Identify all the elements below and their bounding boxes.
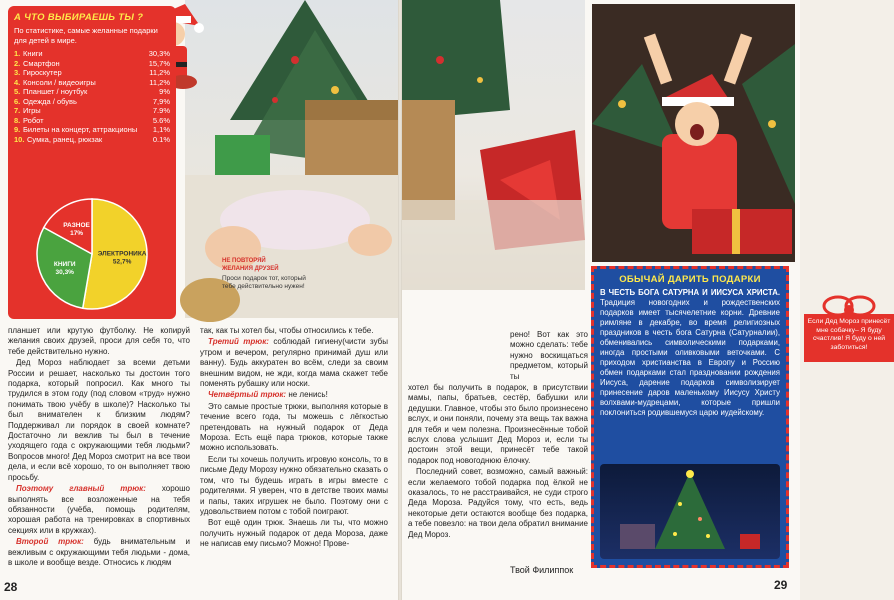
page-number-right: 29 bbox=[774, 578, 788, 592]
panel-body: Традиция новогодних и рождественских подарков имеет тысячелетние корни. Древние римляне в декабре, во время религиозных праздников в честь бога Сатурна (Сатурналии), обменивались символическими подарками, иногда простыми оливковыми веточками. С приходом христианства в Европу и Россию обмен подарками стал праздновании рождения Иисуса, дарение подарков символизирует принесение даров маленькому Иисусу Христу волхвами-мудрецами, которые пришли поклониться родившемуся царю иудейскому. bbox=[600, 298, 780, 417]
trick3-label: Третий трюк: bbox=[208, 337, 269, 347]
gift-note-text: Если Дед Мороз принесёт мне собачку– Я буду счастлив! Я буду о ней заботиться! bbox=[804, 314, 894, 362]
pie-label-0: ЭЛЕКТРОНИКА bbox=[97, 250, 147, 258]
stat-row bbox=[14, 68, 170, 78]
photo-happy-boy bbox=[592, 4, 795, 262]
col1-trick1 bbox=[8, 484, 190, 536]
trick1-label: Поэтому главный трюк: bbox=[16, 484, 146, 494]
trick4-text: не ленись! bbox=[288, 390, 328, 400]
right-page bbox=[400, 0, 891, 600]
stat-rank: 4. bbox=[14, 77, 21, 87]
stat-percent: 11,2% bbox=[149, 77, 170, 87]
column-1 bbox=[8, 326, 190, 569]
stats-title: А ЧТО ВЫБИРАЕШЬ ТЫ ? bbox=[14, 12, 144, 23]
col2-trick4 bbox=[200, 390, 388, 400]
pie-label-2: РАЗНОЕ bbox=[63, 221, 90, 229]
col1-p2: Дед Мороз наблюдает за всеми детьми России и решает, насколько ты достоин того подарка, который попросил. Как много ты трудился в этом году (под словом «труд» нужно понимать твою учёбу в школе)? Насколько ты был внимателен к близким людям? Поддерживал ли порядок в своей комнате? Достаточно ли вежлив ты был в течение уходящего года с окружающими тебя людьми? Вопросов много! Дед Мороз смотрит на все твои дела, и если всё хорошо, то он выполняет твою просьбу. bbox=[8, 358, 190, 482]
stat-rank: 9. bbox=[14, 125, 21, 134]
stat-percent: 0.1% bbox=[152, 134, 170, 144]
col3-top-text: рено! Вот как это можно сделать: тебе нужно воскищаться предметом, который ты bbox=[510, 330, 588, 381]
stat-percent: 30,3% bbox=[148, 49, 170, 58]
col1-trick2 bbox=[8, 537, 190, 568]
panel-image bbox=[600, 464, 780, 559]
stat-percent: 11,2% bbox=[149, 68, 170, 77]
col2-p3: Если ты хочешь получить игровую консоль, то в письме Деду Морозу нужно обязательно сказать о том, что ты будешь играть в игры вместе с родителями. Я уверен, что в детстве твоих мамы и папы, таких игрушек не было. Поэтому они с удовольствием потом с тобой поиграют. bbox=[200, 454, 388, 516]
pie-value-2: 17% bbox=[70, 229, 84, 237]
col2-trick3 bbox=[200, 337, 388, 389]
stat-label: Книги bbox=[23, 49, 43, 58]
gift-note bbox=[804, 288, 894, 370]
col2-p4: Вот ещё один трюк. Знаешь ли ты, что можно получить нужный подарок от деда Мороза, даже не написав ему письмо? Можно! Прове- bbox=[200, 518, 388, 549]
pie-label-1: КНИГИ bbox=[53, 261, 76, 269]
stat-percent: 15,7% bbox=[148, 58, 170, 68]
stat-label: Билеты на концерт, аттракционы bbox=[23, 125, 138, 134]
stat-row bbox=[14, 78, 170, 88]
stat-row bbox=[14, 97, 170, 107]
christmas-tree-image bbox=[600, 464, 780, 559]
stat-percent: 1,1% bbox=[152, 125, 170, 134]
col2-p2: Это самые простые трюки, выполняя которые в течение всего года, ты можешь с лёгкостью претендовать на нужный подарок от Деда Мороза. Есть ещё пара трюков, которые также можно использовать. bbox=[200, 401, 388, 453]
photo-gifts bbox=[400, 0, 585, 290]
book-spine bbox=[398, 0, 402, 600]
stat-percent: 7.9% bbox=[152, 106, 170, 115]
tear-note-heading-2: ЖЕЛАНИЯ ДРУЗЕЙ bbox=[222, 265, 279, 272]
trick2-label: Второй трюк: bbox=[16, 537, 84, 547]
stat-rank: 10. bbox=[14, 134, 25, 144]
stat-rank: 7. bbox=[14, 106, 21, 115]
stat-label: Робот bbox=[23, 115, 44, 125]
left-page bbox=[0, 0, 400, 600]
stat-percent: 9% bbox=[159, 87, 170, 96]
stat-row bbox=[14, 135, 170, 145]
stat-label: Гироскутер bbox=[23, 68, 62, 77]
stat-row bbox=[14, 59, 170, 69]
tear-note bbox=[222, 258, 310, 318]
stat-label: Планшет / ноутбук bbox=[23, 87, 88, 96]
stat-rank: 3. bbox=[14, 68, 21, 77]
stat-row bbox=[14, 87, 170, 97]
stat-row bbox=[14, 116, 170, 126]
col3-p1: хотел бы получить в подарок, в присутствии мамы, папы, братьев, сестёр, бабушки или дедушки. Главное, чтобы это было произнесено вслух, и они поняли, почему эта вещь так важна для тебя и чем полезна. Произнесённые тобой вслух слова услышит Дед Мороз и, если ты достоин этой вещи, принесёт тебе такой подарок под новогоднюю ёлочку. bbox=[408, 383, 588, 465]
tear-note-heading-1: НЕ ПОВТОРЯЙ bbox=[222, 258, 266, 264]
trick1-text: хорошо выполнять все возложенные на тебя обязанности (учёба, помощь родителям, хорошая работа на тренировках в спортивных секциях или в кружках). bbox=[8, 484, 190, 535]
stats-list bbox=[14, 49, 170, 144]
signature: Твой Филиппок bbox=[510, 565, 574, 575]
page-number-left: 28 bbox=[4, 580, 18, 594]
trick2-text: будь внимательным и вежливым с окружающими тебя людьми - дома, в школе и вообще везде. Относись к людям bbox=[8, 537, 190, 567]
stat-rank: 6. bbox=[14, 96, 21, 106]
stat-rank: 5. bbox=[14, 87, 21, 96]
trick4-label: Четвёртый трюк: bbox=[208, 390, 287, 400]
stat-rank: 2. bbox=[14, 58, 21, 68]
stat-percent: 5.6% bbox=[152, 115, 170, 125]
stat-row bbox=[14, 125, 170, 135]
stat-percent: 7,9% bbox=[152, 96, 170, 106]
stat-rank: 8. bbox=[14, 115, 21, 125]
column-3 bbox=[408, 383, 588, 541]
stat-label: Смартфон bbox=[23, 58, 60, 68]
pie-value-0: 52,7% bbox=[112, 258, 132, 266]
trick3-text: соблюдай гигиену(чисти зубы утром и вечером, регулярно принимай душ или ванну). Будь аккуратен во всём, следи за своим внешним видом, не жди, когда мама скажет тебе поменять рубашку или носки. bbox=[200, 337, 388, 389]
stat-label: Игры bbox=[23, 106, 41, 115]
col1-p1: планшет или крутую футболку. Не копируй желания своих друзей, проси для себя то, что тебе действительно нужно. bbox=[8, 326, 190, 356]
panel-title: ОБЫЧАЙ ДАРИТЬ ПОДАРКИ bbox=[619, 274, 761, 285]
stat-label: Сумка, ранец, рюкзак bbox=[27, 134, 103, 144]
pie-chart bbox=[28, 195, 156, 313]
custom-panel bbox=[591, 266, 789, 568]
stat-row bbox=[14, 49, 170, 59]
column-3-top bbox=[510, 330, 588, 383]
col3-p2: Последний совет, возможно, самый важный: если желаемого тобой подарка под ёлкой не оказалось, то не расстраивайся, не суди строго Деда Мороза. Радуйся тому, что есть, ведь некоторые дети остаются вообще без подарка, а тебе повезло: на твои дела обратил внимание Дед Мороз. bbox=[408, 467, 588, 539]
column-2 bbox=[200, 326, 388, 551]
col2-p1: так, как ты хотел бы, чтобы относились к тебе. bbox=[200, 326, 374, 335]
stat-label: Одежда / обувь bbox=[23, 96, 77, 106]
stat-row bbox=[14, 106, 170, 116]
panel-lead: В ЧЕСТЬ БОГА САТУРНА И ИИСУСА ХРИСТА. bbox=[600, 288, 780, 297]
stat-label: Консоли / видеоигры bbox=[23, 77, 96, 87]
stat-rank: 1. bbox=[14, 49, 21, 58]
tear-note-body: Проси подарок тот, который тебе действительно нужен! bbox=[222, 275, 306, 290]
stats-intro: По статистике, самые желанные подарки для детей в мире. bbox=[14, 26, 158, 45]
pie-value-1: 30,3% bbox=[55, 269, 74, 277]
panel-text bbox=[600, 288, 780, 418]
